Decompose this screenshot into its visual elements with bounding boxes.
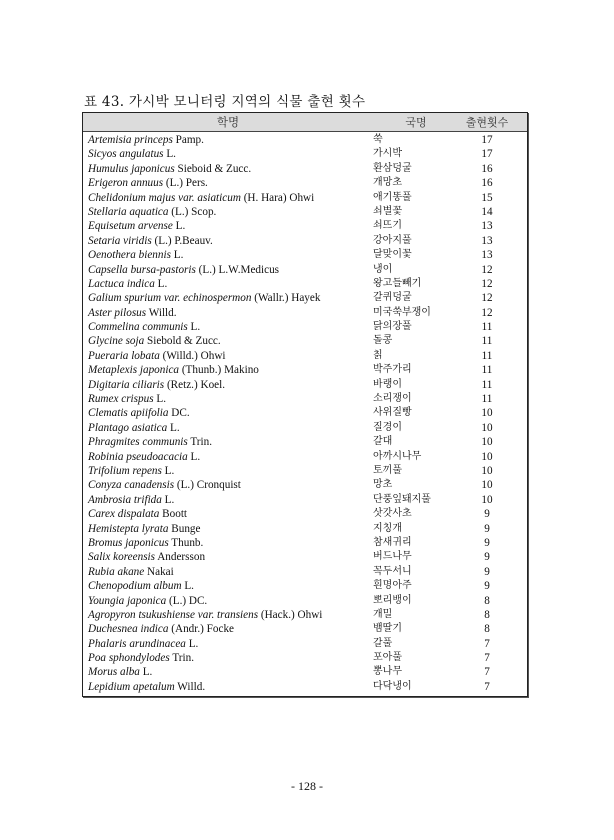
scientific-name-cell [83, 435, 373, 449]
scientific-name-cell [83, 493, 373, 507]
scientific-name-cell [83, 277, 373, 291]
author-citation: (L.) P.Beauv. [151, 234, 213, 247]
korean-name-cell: 쇠별꽃 [373, 205, 402, 217]
scientific-name-cell [83, 478, 373, 492]
genus-species: Aster pilosus [88, 306, 147, 319]
table-row [83, 493, 527, 507]
scientific-name-cell [83, 421, 373, 435]
author-citation: (Willd.) Ohwi [159, 349, 226, 362]
author-citation: Willd. [146, 306, 177, 319]
korean-name-cell: 미국쑥부쟁이 [373, 306, 431, 318]
table-row [83, 334, 527, 348]
scientific-name-cell [83, 637, 373, 651]
genus-species: Erigeron annuus [88, 177, 164, 190]
author-citation: (H. Hara) Ohwi [240, 191, 315, 204]
table-row [83, 406, 527, 420]
genus-species: Setaria viridis [88, 234, 152, 247]
scientific-name-cell [83, 651, 373, 665]
occurrence-count-cell: 10 [481, 493, 493, 506]
author-citation: Trin. [169, 652, 194, 665]
author-citation: (Andr.) Focke [168, 623, 235, 636]
occurrence-count-cell: 10 [481, 450, 493, 463]
occurrence-count-cell: 9 [484, 565, 490, 578]
korean-name-cell: 지칭개 [373, 522, 402, 534]
genus-species: Lactuca indica [88, 277, 155, 290]
occurrence-count-cell: 13 [481, 234, 493, 247]
genus-species: Sicyos angulatus [88, 148, 164, 161]
scientific-name-cell [83, 291, 373, 305]
author-citation: L. [187, 321, 201, 334]
author-citation: Siebold & Zucc. [144, 335, 221, 348]
occurrence-count-cell: 10 [481, 436, 493, 449]
genus-species: Phragmites communis [88, 436, 188, 449]
occurrence-count-cell: 11 [481, 364, 493, 377]
author-citation: L. [167, 421, 180, 434]
table-row [83, 594, 527, 608]
table-row [83, 665, 527, 679]
table-row [83, 637, 527, 651]
korean-name-cell: 아까시나무 [373, 450, 422, 462]
genus-species: Chenopodium album [88, 580, 182, 593]
scientific-name-cell [83, 334, 373, 348]
scientific-name-cell [83, 306, 373, 320]
table-row [83, 392, 527, 406]
genus-species: Ambrosia trifida [88, 493, 162, 506]
scientific-name-cell [83, 507, 373, 521]
scientific-name-cell [83, 147, 373, 161]
genus-species: Glycine soja [88, 335, 145, 348]
author-citation: L. [161, 493, 175, 506]
occurrence-count-cell: 12 [481, 292, 493, 305]
table-row [83, 277, 527, 291]
table-row [83, 450, 527, 464]
scientific-name-cell [83, 665, 373, 679]
genus-species: Clematis apiifolia [88, 407, 169, 420]
korean-name-cell: 사위질빵 [373, 407, 412, 419]
occurrence-count-cell: 13 [481, 220, 493, 233]
genus-species: Stellaria aquatica [88, 205, 169, 218]
scientific-name-cell [83, 579, 373, 593]
korean-name-cell: 개망초 [373, 177, 402, 189]
author-citation: (L.) Scop. [168, 205, 217, 218]
genus-species: Morus alba [88, 666, 140, 679]
genus-species: Hemistepta lyrata [88, 522, 169, 535]
genus-species: Capsella bursa-pastoris [88, 263, 196, 276]
table-header-row [83, 113, 527, 132]
author-citation: (Thunb.) Makino [179, 364, 259, 377]
scientific-name-cell [83, 608, 373, 622]
korean-name-cell: 돌콩 [373, 335, 393, 347]
table-row [83, 191, 527, 205]
korean-name-cell: 포아풀 [373, 652, 402, 664]
genus-species: Conyza canadensis [88, 479, 175, 492]
scientific-name-cell [83, 176, 373, 190]
korean-name-cell: 질경이 [373, 421, 402, 433]
occurrence-count-cell: 17 [481, 148, 493, 161]
genus-species: Oenothera biennis [88, 249, 171, 262]
table-row [83, 248, 527, 262]
author-citation: (L.) Cronquist [174, 479, 241, 492]
genus-species: Metaplexis japonica [88, 364, 180, 377]
occurrence-count-cell: 9 [484, 536, 490, 549]
occurrence-count-cell: 17 [481, 134, 493, 146]
author-citation: Andersson [155, 551, 206, 564]
genus-species: Commelina communis [88, 321, 188, 334]
korean-name-cell: 달맞이꽃 [373, 249, 412, 261]
occurrence-count-cell: 11 [481, 349, 493, 362]
korean-name-cell: 망초 [373, 479, 393, 491]
scientific-name-cell [83, 349, 373, 363]
genus-species: Galium spurium var. echinospermon [88, 292, 252, 305]
occurrence-count-cell: 9 [484, 580, 490, 593]
genus-species: Phalaris arundinacea [88, 637, 186, 650]
table-row [83, 219, 527, 233]
occurrence-count-cell: 10 [481, 421, 493, 434]
table-row [83, 478, 527, 492]
table-row [83, 565, 527, 579]
occurrence-count-cell: 7 [484, 652, 490, 665]
scientific-name-cell [83, 565, 373, 579]
korean-name-cell: 참새귀리 [373, 536, 412, 548]
author-citation: L. [139, 666, 153, 679]
korean-name-cell: 가시박 [373, 148, 402, 160]
table-row [83, 622, 527, 636]
korean-name-cell: 박주가리 [373, 364, 412, 376]
korean-name-cell: 뽀리뱅이 [373, 594, 412, 606]
korean-name-cell: 쇠뜨기 [373, 220, 402, 232]
genus-species: Plantago asiatica [88, 421, 168, 434]
author-citation: (L.) L.W.Medicus [195, 263, 280, 276]
genus-species: Equisetum arvense [88, 220, 173, 233]
author-citation: (L.) DC. [166, 594, 208, 607]
author-citation: Thunb. [168, 536, 204, 549]
scientific-name-cell [83, 680, 373, 694]
scientific-name-cell [83, 594, 373, 608]
korean-name-cell: 닭의장풀 [373, 321, 412, 333]
scientific-name-cell [83, 162, 373, 176]
occurrence-count-cell: 7 [484, 680, 490, 693]
korean-name-cell: 갈대 [373, 436, 393, 448]
occurrence-count-cell: 9 [484, 508, 490, 521]
table-row [83, 507, 527, 521]
table-row [83, 536, 527, 550]
table-row [83, 464, 527, 478]
scientific-name-cell [83, 191, 373, 205]
korean-name-cell: 바랭이 [373, 378, 402, 390]
occurrence-count-cell: 16 [481, 162, 493, 175]
genus-species: Digitaria ciliaris [88, 378, 165, 391]
plant-occurrence-table [82, 112, 528, 697]
occurrence-count-cell: 9 [484, 522, 490, 535]
table-row [83, 291, 527, 305]
scientific-name-cell [83, 133, 373, 147]
header-scientific-name: 학명 [216, 115, 240, 129]
scientific-name-cell [83, 234, 373, 248]
occurrence-count-cell: 11 [481, 335, 493, 348]
korean-name-cell: 꼭두서니 [373, 565, 412, 577]
author-citation: L. [181, 580, 194, 593]
table-row [83, 378, 527, 392]
scientific-name-cell [83, 522, 373, 536]
scientific-name-cell [83, 263, 373, 277]
korean-name-cell: 강아지풀 [373, 234, 412, 246]
korean-name-cell: 흰명아주 [373, 580, 412, 592]
korean-name-cell: 다닥냉이 [373, 680, 412, 692]
author-citation: L. [154, 277, 168, 290]
genus-species: Bromus japonicus [88, 536, 169, 549]
korean-name-cell: 칡 [373, 349, 383, 361]
table-row [83, 234, 527, 248]
author-citation: (Wallr.) Hayek [251, 292, 321, 305]
korean-name-cell: 뽕나무 [373, 666, 402, 678]
korean-name-cell: 갈풀 [373, 637, 393, 649]
author-citation: (Hack.) Ohwi [258, 608, 323, 621]
occurrence-count-cell: 13 [481, 249, 493, 262]
genus-species: Lepidium apetalum [88, 680, 175, 693]
korean-name-cell: 왕고들빼기 [373, 277, 422, 289]
table-caption: 표 43. 가시박 모니터링 지역의 식물 출현 횟수 [84, 94, 366, 110]
genus-species: Trifolium repens [88, 464, 162, 477]
genus-species: Carex dispalata [88, 508, 160, 521]
genus-species: Duchesnea indica [88, 623, 169, 636]
table-row [83, 263, 527, 277]
table-row [83, 162, 527, 176]
genus-species: Chelidonium majus var. asiaticum [88, 191, 241, 204]
table-row [83, 176, 527, 190]
korean-name-cell: 갈퀴덩굴 [373, 292, 412, 304]
scientific-name-cell [83, 464, 373, 478]
author-citation: (Retz.) Koel. [164, 378, 226, 391]
scientific-name-cell [83, 450, 373, 464]
scientific-name-cell [83, 378, 373, 392]
korean-name-cell: 쑥 [373, 134, 383, 145]
occurrence-count-cell: 8 [484, 623, 490, 636]
author-citation: L. [163, 148, 176, 161]
korean-name-cell: 단풍잎돼지풀 [373, 493, 431, 505]
korean-name-cell: 환삼덩굴 [373, 162, 412, 174]
table-row [83, 320, 527, 334]
occurrence-count-cell: 9 [484, 551, 490, 564]
occurrence-count-cell: 11 [481, 321, 493, 334]
table-row [83, 147, 527, 161]
genus-species: Rumex crispus [88, 393, 154, 406]
table-row [83, 608, 527, 622]
author-citation: Sieboid & Zucc. [174, 162, 252, 175]
korean-name-cell: 삿갓사초 [373, 508, 412, 520]
scientific-name-cell [83, 219, 373, 233]
korean-name-cell: 개밀 [373, 608, 393, 620]
table-row [83, 579, 527, 593]
table-row [83, 550, 527, 564]
scientific-name-cell [83, 205, 373, 219]
author-citation: L. [187, 450, 201, 463]
korean-name-cell: 버드나무 [373, 551, 412, 563]
table-row [83, 421, 527, 435]
author-citation: L. [185, 637, 199, 650]
occurrence-count-cell: 8 [484, 594, 490, 607]
author-citation: Willd. [174, 680, 206, 693]
occurrence-count-cell: 11 [481, 378, 493, 391]
table-row [83, 349, 527, 363]
scientific-name-cell [83, 406, 373, 420]
genus-species: Artemisia princeps [88, 134, 173, 146]
genus-species: Youngia japonica [88, 594, 167, 607]
occurrence-count-cell: 11 [481, 393, 493, 406]
occurrence-count-cell: 7 [484, 666, 490, 679]
author-citation: DC. [168, 407, 190, 420]
page-number: - 128 - [291, 779, 323, 793]
genus-species: Poa sphondylodes [88, 652, 170, 665]
header-korean-name: 국명 [405, 116, 427, 129]
occurrence-count-cell: 14 [481, 205, 493, 218]
scientific-name-cell [83, 392, 373, 406]
occurrence-count-cell: 8 [484, 608, 490, 621]
author-citation: Nakai [144, 565, 174, 578]
occurrence-count-cell: 10 [481, 407, 493, 420]
genus-species: Robinia pseudoacacia [88, 450, 188, 463]
author-citation: L. [172, 220, 186, 233]
genus-species: Humulus japonicus [88, 162, 175, 175]
author-citation: (L.) Pers. [163, 177, 208, 190]
table-body [83, 132, 527, 696]
scientific-name-cell [83, 536, 373, 550]
header-occurrence-count: 출현횟수 [465, 116, 509, 129]
author-citation: L. [161, 464, 175, 477]
author-citation: L. [153, 393, 166, 406]
scientific-name-cell [83, 550, 373, 564]
author-citation: Bunge [168, 522, 201, 535]
table-row [83, 651, 527, 665]
genus-species: Salix koreensis [88, 551, 156, 564]
korean-name-cell: 냉이 [373, 263, 393, 275]
occurrence-count-cell: 12 [481, 263, 493, 276]
author-citation: L. [170, 249, 184, 262]
occurrence-count-cell: 10 [481, 479, 493, 492]
genus-species: Pueraria lobata [88, 349, 160, 362]
table-row [83, 133, 527, 147]
author-citation: Boott [159, 508, 188, 521]
genus-species: Agropyron tsukushiense var. transiens [88, 608, 259, 621]
author-citation: Trin. [187, 436, 213, 449]
occurrence-count-cell: 15 [481, 191, 493, 204]
occurrence-count-cell: 12 [481, 306, 493, 319]
korean-name-cell: 소리쟁이 [373, 393, 412, 405]
korean-name-cell: 뱀딸기 [373, 623, 402, 635]
table-row [83, 435, 527, 449]
author-citation: Pamp. [172, 134, 204, 146]
korean-name-cell: 토끼풀 [373, 464, 402, 476]
occurrence-count-cell: 12 [481, 277, 493, 290]
table-row [83, 363, 527, 377]
table-row [83, 680, 527, 694]
table-row [83, 205, 527, 219]
occurrence-count-cell: 16 [481, 177, 493, 190]
occurrence-count-cell: 7 [484, 637, 490, 650]
scientific-name-cell [83, 248, 373, 262]
scientific-name-cell [83, 622, 373, 636]
genus-species: Rubia akane [88, 565, 145, 578]
table-row [83, 522, 527, 536]
scientific-name-cell [83, 363, 373, 377]
table-row [83, 306, 527, 320]
korean-name-cell: 애기똥풀 [373, 191, 412, 203]
scientific-name-cell [83, 320, 373, 334]
occurrence-count-cell: 10 [481, 464, 493, 477]
